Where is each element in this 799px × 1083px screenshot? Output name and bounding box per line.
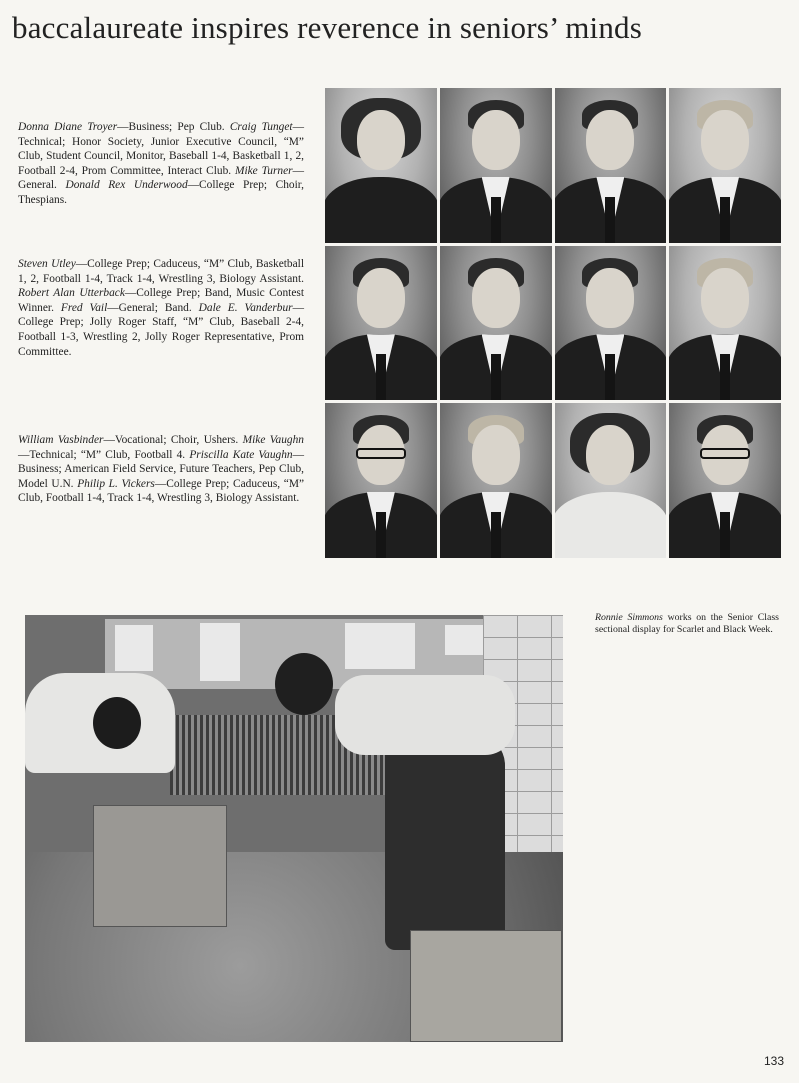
student-name: William Vasbinder [18,434,104,446]
student-name: Donna Diane Troyer [18,121,118,133]
student-activities: —General. [18,164,304,192]
student-activities: —Business; Pep Club. [117,121,230,133]
student-activities: —Technical; “M” Club, Football 4. [18,448,190,461]
student-activities: —Vocational; Choir, Ushers. [103,434,243,446]
candid-photo [25,615,563,1042]
student-spray-painting [335,675,515,755]
student-name: Priscilla Kate Vaughn [189,448,293,461]
senior-portrait-grid [325,88,781,558]
page-number: 133 [763,1054,784,1068]
cardboard-panel [410,930,562,1042]
student-activities: —Technical; Honor Society, Junior Executive Council, “M” Club, Student Council, Monitor, Baseball 1-4, Basketball 1, 2, Football 2-4, Prom Committee, Interact Club. [18,121,304,177]
student-name: Mike Vaughn [242,434,304,446]
portrait-photo [669,88,781,243]
portrait-photo [555,403,667,558]
portrait-photo [669,246,781,401]
student-activities: —College Prep; Choir, Thespians. [18,179,304,206]
photo-caption-text: works on the Senior Class sectional display for Scarlet and Black Week. [595,612,779,636]
student-name: Craig Tunget [229,121,293,133]
portrait-photo [440,88,552,243]
student-activities: —Business; American Field Service, Future Teachers, Pep Club, Model U.N. [18,448,304,490]
portrait-photo [325,88,437,243]
caption-row-1 [18,120,304,208]
portrait-photo [325,403,437,558]
student-activities: —College Prep; Band, Music Contest Winner. [18,287,304,314]
photo-caption-name: Ronnie Simmons [595,612,663,623]
student-activities: —College Prep; Caduceus, “M” Club, Basketball 1, 2, Football 1-4, Track 1-4, Wrestling 3, Biology Assistant. [18,258,304,285]
portrait-photo [555,246,667,401]
portrait-photo [440,403,552,558]
glasses-icon [700,448,750,459]
student-name: Robert Alan Utterback [18,287,125,300]
portrait-photo [555,88,667,243]
student-name: Mike Turner [234,164,293,177]
student-activities: —College Prep; Caduceus, “M” Club, Football 1-4, Track 1-4, Wrestling 3, Biology Assistant. [18,477,305,505]
display-box [93,805,227,927]
student-activities: —General; Band. [107,301,199,314]
page-headline: baccalaureate inspires reverence in seniors’ minds [12,10,642,45]
caption-row-3 [18,433,304,506]
student-name: Steven Utley [18,258,76,270]
student-name: Fred Vail [60,301,108,314]
student-name: Philip L. Vickers [77,477,155,490]
student-name: Donald Rex Underwood [65,179,188,192]
photo-caption [595,612,779,636]
portrait-photo [440,246,552,401]
student-activities: —College Prep; Jolly Roger Staff, “M” Club, Baseball 2-4, Football 1-3, Wrestling 2, Jolly Roger Representative, Prom Committee. [18,301,304,358]
caption-row-2 [18,257,304,359]
portrait-photo [669,403,781,558]
student-name: Dale E. Vanderbur [198,301,293,314]
portrait-photo [325,246,437,401]
glasses-icon [356,448,406,459]
